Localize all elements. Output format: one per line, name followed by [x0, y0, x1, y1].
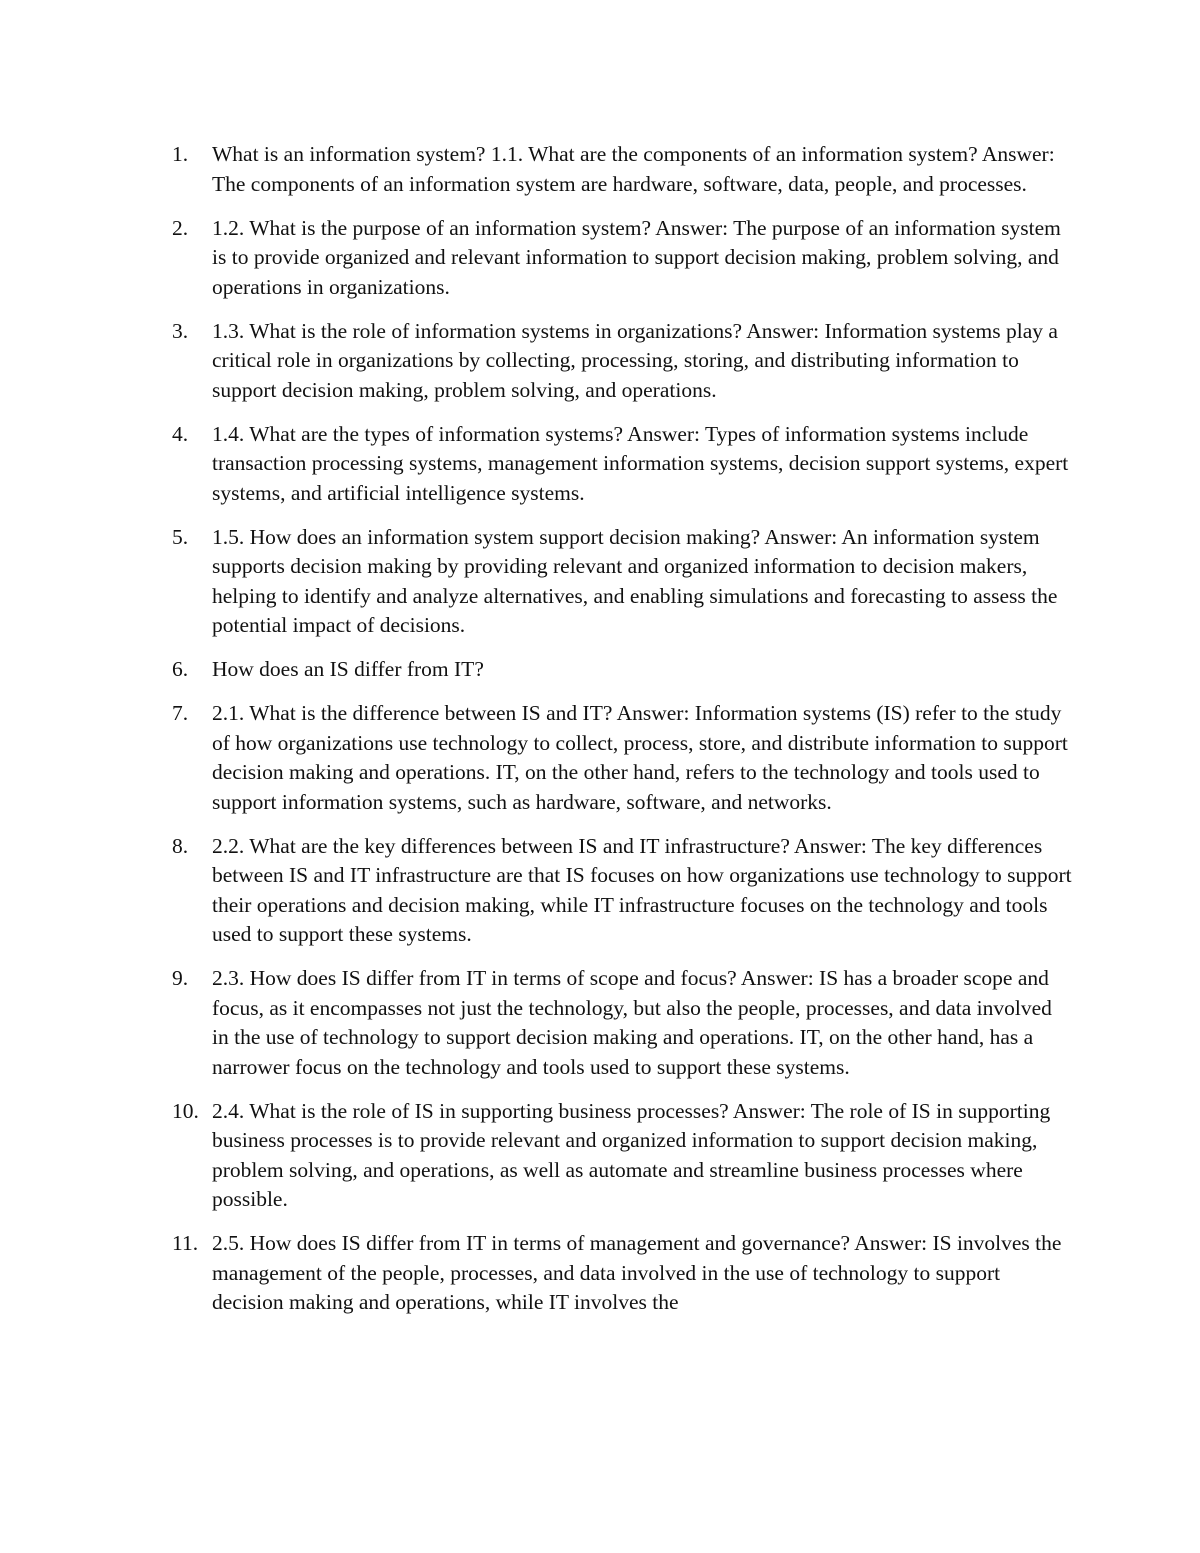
item-text: 2.1. What is the difference between IS and IT? Answer: Information systems (IS) refer to the study of how organizations use technology to collect, process, store, and distribute information to support decision making and operations. IT, on the other hand, refers to the technology and tools used to support information systems, such as hardware, software, and networks. [212, 701, 1068, 814]
list-item [172, 317, 1072, 406]
list-item [172, 523, 1072, 641]
list-item [172, 214, 1072, 303]
item-text: 2.4. What is the role of IS in supporting business processes? Answer: The role of IS in supporting business processes is to provide relevant and organized information to support decision making, problem solving, and operations, as well as automate and streamline business processes where possible. [212, 1098, 1051, 1211]
item-number: 7. [172, 701, 189, 725]
item-number: 4. [172, 421, 189, 446]
item-number: 6. [172, 657, 189, 681]
item-text: How does an IS differ from IT? [212, 657, 484, 681]
list-item [172, 964, 1072, 1082]
list-item [172, 140, 1072, 199]
list-item [172, 1097, 1072, 1215]
item-number: 1. [172, 142, 189, 166]
item-number: 10. [172, 1098, 199, 1123]
item-text: 1.5. How does an information system support decision making? Answer: An information system supports decision making by providing relevant and organized information to decision makers, helping to identify and analyze alternatives, and enabling simulations and forecasting to assess the potential impact of decisions. [212, 524, 1058, 637]
item-text: 1.3. What is the role of information systems in organizations? Answer: Information systems play a critical role in organizations by collecting, processing, storing, and distributing information to support decision making, problem solving, and operations. [212, 318, 1058, 402]
item-text: 1.4. What are the types of information systems? Answer: Types of information systems include transaction processing systems, management information systems, decision support systems, expert systems, and artificial intelligence systems. [212, 421, 1069, 505]
list-item [172, 832, 1072, 950]
question-list [172, 140, 1072, 1332]
item-text: 2.3. How does IS differ from IT in terms of scope and focus? Answer: IS has a broader scope and focus, as it encompasses not just the technology, but also the people, processes, and data involved in the use of technology to support decision making and operations. IT, on the other hand, has a narrower focus on the technology and tools used to support these systems. [212, 966, 1052, 1079]
item-text: 1.2. What is the purpose of an information system? Answer: The purpose of an information system is to provide organized and relevant information to support decision making, problem solving, and operations in organizations. [212, 215, 1061, 299]
list-item [172, 420, 1072, 509]
item-number: 2. [172, 215, 189, 240]
item-text: 2.5. How does IS differ from IT in terms of management and governance? Answer: IS involves the management of the people, processes, and data involved in the use of technology to support decision making and operations, while IT involves the [212, 1231, 1062, 1314]
item-number: 8. [172, 833, 189, 858]
list-item [172, 1229, 1072, 1318]
item-text: What is an information system? 1.1. What are the components of an information system? Answer: The components of an information system are hardware, software, data, people, and processes. [212, 142, 1055, 196]
item-text: 2.2. What are the key differences between IS and IT infrastructure? Answer: The key differences between IS and IT infrastructure are that IS focuses on how organizations use technology to support their operations and decision making, while IT infrastructure focuses on the technology and tools used to support these systems. [212, 833, 1072, 946]
list-item [172, 699, 1072, 817]
item-number: 3. [172, 318, 189, 343]
item-number: 11. [172, 1231, 199, 1255]
item-number: 5. [172, 524, 189, 549]
list-item [172, 655, 1072, 685]
item-number: 9. [172, 966, 189, 990]
